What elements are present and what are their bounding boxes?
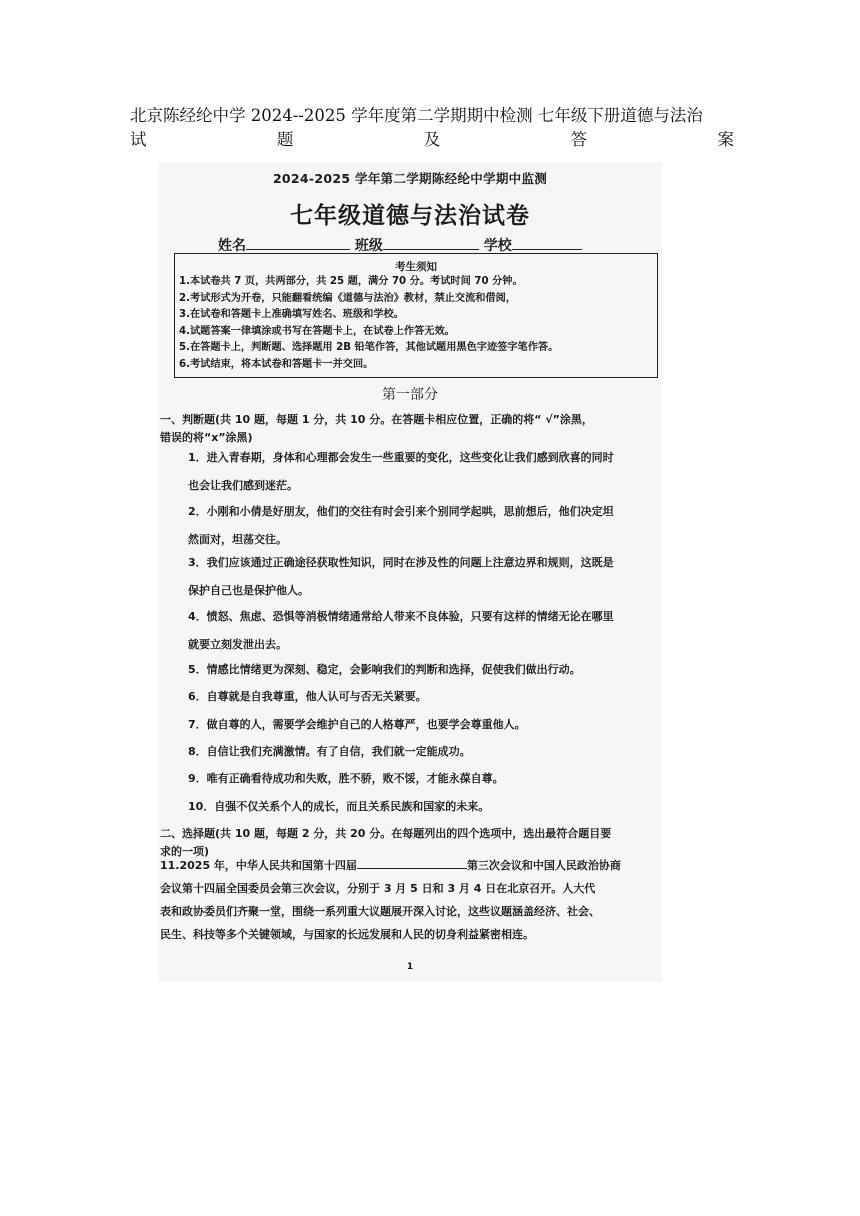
heading-char: 试	[130, 130, 147, 149]
question-line: 保护自己也是保护他人。	[188, 584, 309, 597]
section-one-heading-line: 一、判断题(共 10 题，每题 1 分，共 10 分。在答题卡相应位置，正确的将“ √”涂黑，	[160, 413, 593, 426]
answer-blank	[357, 856, 467, 869]
notice-title: 考生须知	[395, 261, 437, 273]
question-8	[188, 738, 658, 766]
heading-char: 及	[423, 130, 441, 149]
section-one-heading-line: 错误的将“x”涂黑)	[160, 431, 253, 444]
section-two-heading-line: 二、选择题(共 10 题，每题 2 分，共 20 分。在每题列出的四个选项中，选出最符合题目要	[160, 827, 612, 840]
heading-line-1: 北京陈经纶中学 2024--2025 学年度第二学期期中检测 七年级下册道德与法治	[130, 106, 703, 125]
class-blank	[383, 235, 479, 250]
question-line: 6．自尊就是自我尊重，他人认可与否无关紧要。	[188, 690, 427, 703]
heading-char: 题	[276, 130, 294, 149]
question-line	[160, 854, 660, 877]
question-line: 就要立刻发泄出去。	[188, 638, 287, 651]
notice-item: 1.本试卷共 7 页，共两部分，共 25 题，满分 70 分。考试时间 70 分钟。	[179, 276, 523, 287]
school-label: 学校	[483, 238, 512, 254]
question-6	[188, 683, 658, 711]
school-blank	[512, 235, 582, 250]
name-blank	[246, 235, 350, 250]
heading-line-2	[130, 128, 734, 152]
question-line: 3．我们应该通过正确途径获取性知识，同时在涉及性的问题上注意边界和规则，这既是	[188, 556, 614, 569]
question-line: 会议第十四届全国委员会第三次会议，分别于 3 月 5 日和 3 月 4 日在北京召开。人大代	[160, 882, 596, 895]
question-9	[188, 765, 658, 793]
question-line: 也会让我们感到迷茫。	[188, 479, 298, 492]
question-4	[188, 603, 658, 659]
question-line: 9．唯有正确看待成功和失败，胜不骄，败不馁，才能永葆自尊。	[188, 772, 504, 785]
question-text: 第三次会议和中国人民政治协商	[466, 859, 621, 872]
document-heading	[130, 104, 734, 152]
part-one-title: 第一部分	[382, 387, 438, 403]
section-two-heading-line: 求的一项)	[160, 845, 210, 858]
question-line: 4．愤怒、焦虑、恐惧等消极情绪通常给人带来不良体验，只要有这样的情绪无论在哪里	[188, 610, 614, 623]
question-line: 8．自信让我们充满激情。有了自信，我们就一定能成功。	[188, 745, 471, 758]
exam-title: 2024-2025 学年第二学期陈经纶中学期中监测	[272, 171, 548, 186]
question-2	[188, 498, 658, 554]
page-number: 1	[406, 962, 414, 972]
question-line: 民生、科技等多个关键领域，与国家的长远发展和人民的切身利益紧密相连。	[160, 928, 534, 941]
question-5	[188, 656, 658, 684]
question-7	[188, 711, 658, 739]
notice-box	[174, 253, 658, 378]
question-line: 1．进入青春期，身体和心理都会发生一些重要的变化，这些变化让我们感到欣喜的同时	[188, 451, 614, 464]
notice-item: 3.在试卷和答题卡上准确填写姓名、班级和学校。	[179, 309, 404, 320]
name-label: 姓名	[218, 238, 246, 254]
exam-subject: 七年级道德与法治试卷	[290, 203, 530, 229]
question-3	[188, 549, 658, 605]
question-text: 11.2025 年，中华人民共和国第十四届	[160, 859, 357, 872]
heading-char: 答	[570, 130, 588, 149]
question-line: 然面对，坦荡交往。	[188, 533, 287, 546]
notice-item: 5.在答题卡上，判断题、选择题用 2B 铅笔作答，其他试题用黑色字迹签字笔作答。	[179, 342, 559, 353]
question-11	[160, 854, 660, 946]
question-line: 2．小刚和小倩是好朋友，他们的交往有时会引来个别同学起哄，思前想后，他们决定坦	[188, 505, 614, 518]
question-line: 表和政协委员们齐聚一堂，围绕一系列重大议题展开深入讨论，这些议题涵盖经济、社会、	[160, 905, 600, 918]
class-label: 班级	[354, 238, 383, 254]
scanned-exam-page	[158, 162, 662, 982]
question-line: 7．做自尊的人，需要学会维护自己的人格尊严，也要学会尊重他人。	[188, 718, 526, 731]
question-line: 5．情感比情绪更为深刻、稳定，会影响我们的判断和选择，促使我们做出行动。	[188, 663, 581, 676]
question-1	[188, 444, 658, 500]
student-info-row	[218, 235, 658, 255]
notice-item: 6.考试结束，将本试卷和答题卡一并交回。	[179, 358, 374, 370]
heading-char: 案	[717, 130, 734, 149]
question-10	[188, 793, 658, 821]
question-line: 10．自强不仅关系个人的成长，而且关系民族和国家的未来。	[188, 800, 490, 813]
notice-item: 2.考试形式为开卷，只能翻看统编《道德与法治》教材，禁止交流和借阅，	[179, 292, 516, 304]
section-one-heading	[160, 411, 660, 447]
notice-item: 4.试题答案一律填涂或书写在答题卡上，在试卷上作答无效。	[179, 325, 455, 337]
